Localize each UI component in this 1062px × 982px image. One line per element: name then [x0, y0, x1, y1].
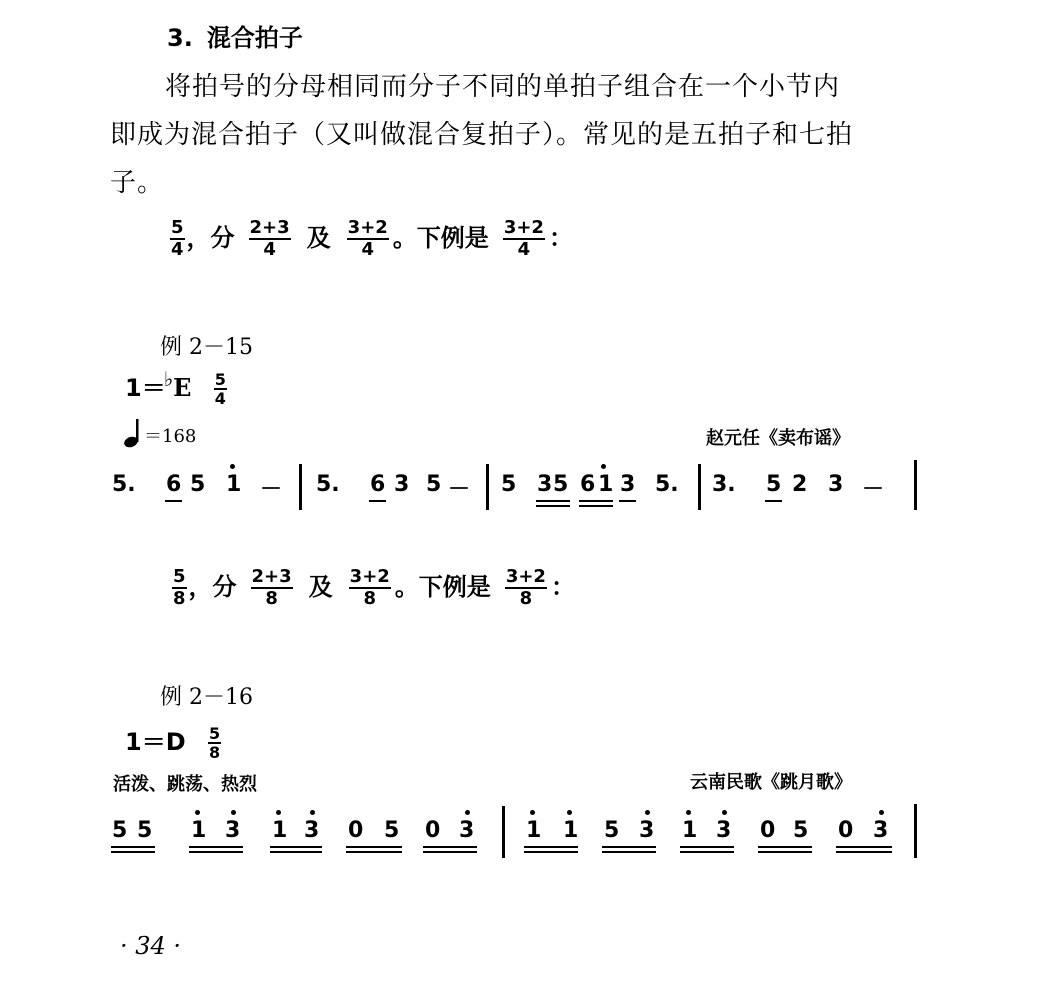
note: 0 [838, 818, 854, 843]
paragraph-line-3: 子。 [110, 168, 165, 198]
note: 0 [760, 818, 776, 843]
underline [165, 500, 182, 502]
note: 3 [394, 472, 410, 497]
underline [346, 851, 402, 853]
note: 1 [191, 818, 207, 843]
key-signature [125, 722, 221, 761]
note: 5 [553, 472, 569, 497]
key-text: 1＝D [125, 728, 186, 756]
note: 6 [370, 472, 386, 497]
meter-fraction: $\frac{5}{8}$ [173, 566, 186, 609]
note: 5 [384, 818, 400, 843]
octave-dot [601, 464, 606, 469]
barline [502, 806, 505, 858]
meter-fraction: $\frac{5}{4}$ [171, 217, 184, 260]
key-meter-fraction: $\frac{5}{8}$ [208, 724, 221, 762]
underline [524, 846, 578, 848]
note: 3 [639, 818, 655, 843]
note: － [260, 477, 283, 502]
tempo-value: ＝168 [144, 426, 197, 447]
example-label: 例 2－16 [160, 685, 253, 710]
attribution: 云南民歌《跳月歌》 [690, 772, 852, 793]
note: 3 [716, 818, 732, 843]
example-fraction: $\frac{3+2}{8}$ [505, 566, 546, 609]
note: 5 [426, 472, 442, 497]
barline [299, 464, 302, 510]
underline [111, 851, 155, 853]
example-label: 例 2－15 [160, 335, 253, 360]
underline [524, 851, 578, 853]
note: 3 [537, 472, 553, 497]
expression-mark: 活泼、跳荡、热烈 [113, 774, 257, 795]
underline [536, 505, 570, 507]
octave-dot [230, 464, 235, 469]
note: 5 [112, 818, 128, 843]
key-meter-fraction: $\frac{5}{4}$ [214, 370, 226, 408]
note: 5. [655, 472, 679, 497]
note: 0 [348, 818, 364, 843]
note: 3 [459, 818, 475, 843]
note: － [862, 477, 885, 502]
note: 1 [682, 818, 698, 843]
lead-text: 。下例是 [392, 224, 489, 252]
note: 3 [225, 818, 241, 843]
underline [536, 500, 570, 502]
underline [619, 500, 636, 502]
option-b-fraction: $\frac{3+2}{8}$ [349, 566, 390, 609]
underline [270, 846, 322, 848]
underline [423, 846, 477, 848]
underline [369, 500, 386, 502]
section-title: 混合拍子 [206, 24, 303, 52]
octave-dot [231, 810, 236, 815]
underline [765, 500, 782, 502]
underline [579, 505, 613, 507]
section-heading [167, 18, 303, 53]
octave-dot [879, 810, 884, 815]
note: 3 [620, 472, 636, 497]
underline [111, 846, 155, 848]
flat-icon: ♭ [163, 367, 174, 391]
barline [914, 460, 917, 510]
underline [346, 846, 402, 848]
barline [914, 804, 917, 858]
colon: ： [550, 573, 575, 601]
underline [836, 846, 892, 848]
note: 6 [166, 472, 182, 497]
note: 6 [580, 472, 596, 497]
key-signature [125, 368, 227, 407]
option-a-fraction: $\frac{2+3}{8}$ [251, 566, 292, 609]
barline [698, 464, 701, 510]
note: 1 [526, 818, 542, 843]
underline [602, 851, 656, 853]
quarter-note-icon [122, 418, 144, 448]
octave-dot [465, 810, 470, 815]
note: 5 [766, 472, 782, 497]
underline [189, 846, 243, 848]
note: 5 [137, 818, 153, 843]
page-number: · 34 · [120, 932, 182, 960]
formula-line-1 [170, 218, 573, 260]
octave-dot [530, 810, 535, 815]
option-b-fraction: $\frac{3+2}{4}$ [347, 217, 388, 260]
note: 5 [190, 472, 206, 497]
underline [680, 851, 734, 853]
key-note: E [173, 373, 192, 402]
underline [579, 500, 613, 502]
and-text: 及 [308, 573, 333, 601]
octave-dot [686, 810, 691, 815]
underline [836, 851, 892, 853]
colon: ： [548, 224, 573, 252]
note: 1 [563, 818, 579, 843]
and-text: 及 [306, 224, 331, 252]
note: 0 [425, 818, 441, 843]
note: 5. [316, 472, 340, 497]
note: 5 [604, 818, 620, 843]
note: － [448, 477, 471, 502]
divide-text: ，分 [188, 573, 237, 601]
note: 1 [272, 818, 288, 843]
formula-line-2 [172, 567, 575, 609]
underline [602, 846, 656, 848]
underline [758, 851, 812, 853]
note: 5 [793, 818, 809, 843]
octave-dot [310, 810, 315, 815]
note: 5. [112, 472, 136, 497]
octave-dot [722, 810, 727, 815]
octave-dot [195, 810, 200, 815]
note: 3 [873, 818, 889, 843]
note: 2 [792, 472, 808, 497]
octave-dot [276, 810, 281, 815]
paragraph-line-2: 即成为混合拍子（又叫做混合复拍子）。常见的是五拍子和七拍 [110, 120, 854, 150]
option-a-fraction: $\frac{2+3}{4}$ [249, 217, 290, 260]
underline [189, 851, 243, 853]
note: 1 [226, 472, 242, 497]
note: 1 [598, 472, 614, 497]
underline [680, 846, 734, 848]
divide-text: ，分 [186, 224, 235, 252]
note: 5 [501, 472, 517, 497]
attribution: 赵元任《卖布谣》 [706, 428, 850, 449]
section-sep: . [183, 24, 193, 52]
example-fraction: $\frac{3+2}{4}$ [503, 217, 544, 260]
octave-dot [645, 810, 650, 815]
underline [758, 846, 812, 848]
note: 3. [712, 472, 736, 497]
section-number: 3 [167, 24, 184, 52]
paragraph-line-1: 将拍号的分母相同而分子不同的单拍子组合在一个小节内 [165, 72, 841, 102]
octave-dot [567, 810, 572, 815]
underline [270, 851, 322, 853]
note: 3 [828, 472, 844, 497]
barline [486, 464, 489, 510]
tempo-mark [122, 418, 196, 448]
underline [423, 851, 477, 853]
note: 3 [304, 818, 320, 843]
key-prefix: 1＝ [125, 374, 166, 402]
lead-text: 。下例是 [394, 573, 491, 601]
